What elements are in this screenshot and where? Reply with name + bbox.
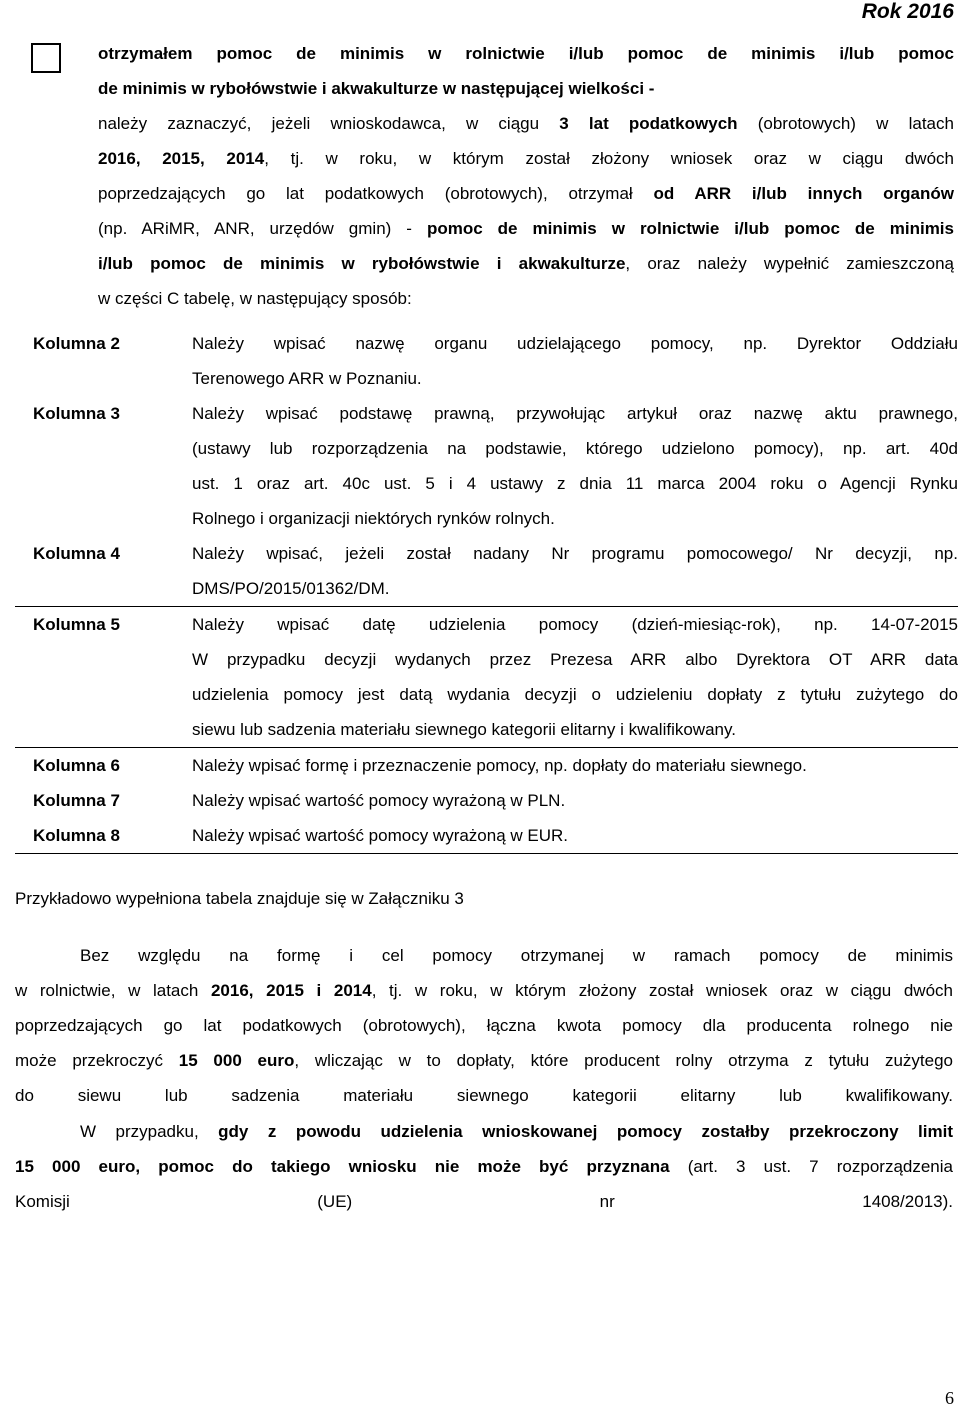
description-line: Należy wpisać wartość pomocy wyrażoną w PLN. (192, 791, 566, 810)
description-line: Należy wpisać wartość pomocy wyrażoną w EUR. (192, 826, 569, 845)
table-row (15, 607, 958, 748)
column-description (192, 818, 958, 854)
intro-line-5: poprzedzających go lat podatkowych (obrotowych), otrzymał od ARR i/lub innych organów (98, 184, 954, 203)
paragraph-line: Bez względu na formę i cel pomocy otrzymanej w ramach pomocy de minimis (80, 946, 953, 965)
declaration-checkbox[interactable] (31, 43, 61, 73)
table-row (15, 818, 958, 854)
description-line: siewu lub sadzenia materiału siewnego kategorii elitarny i kwalifikowany. (192, 720, 736, 739)
description-line: Należy wpisać podstawę prawną, przywołując artykuł oraz nazwę aktu prawnego, (192, 404, 958, 423)
description-line: Należy wpisać formę i przeznaczenie pomocy, np. dopłaty do materiału siewnego. (192, 756, 807, 775)
description-line: Należy wpisać, jeżeli został nadany Nr programu pomocowego/ Nr decyzji, np. (192, 544, 958, 563)
column-description (192, 396, 958, 536)
intro-line-3: należy zaznaczyć, jeżeli wnioskodawca, w ciągu 3 lat podatkowych (obrotowych) w latach (98, 114, 954, 133)
description-line: Należy wpisać datę udzielenia pomocy (dzień-miesiąc-rok), np. 14-07-2015 (192, 615, 958, 634)
column-description (192, 326, 958, 396)
limit-paragraph (15, 938, 953, 1113)
table-row (15, 396, 958, 536)
column-instructions-table (15, 326, 958, 854)
table-row (15, 783, 958, 818)
page-header-year: Rok 2016 (861, 0, 954, 23)
description-line: DMS/PO/2015/01362/DM. (192, 579, 390, 598)
description-line: (ustawy lub rozporządzenia na podstawie, którego udzielono pomocy), np. art. 40d (192, 439, 958, 458)
description-line: ust. 1 oraz art. 40c ust. 5 i 4 ustawy z dnia 11 marca 2004 roku o Agencji Rynku (192, 474, 958, 493)
intro-line-2: de minimis w rybołówstwie i akwakulturze w następującej wielkości - (98, 79, 655, 98)
description-line: Należy wpisać nazwę organu udzielającego pomocy, np. Dyrektor Oddziału (192, 334, 958, 353)
column-description (192, 783, 958, 818)
column-description (192, 607, 958, 748)
description-line: Rolnego i organizacji niektórych rynków rolnych. (192, 509, 555, 528)
page-number: 6 (945, 1388, 954, 1408)
column-key: Kolumna 2 (33, 334, 120, 353)
intro-line-1: otrzymałem pomoc de minimis w rolnictwie i/lub pomoc de minimis i/lub pomoc (98, 44, 954, 63)
table-row (15, 748, 958, 784)
exceeded-limit-paragraph (15, 1114, 953, 1219)
description-line: Terenowego ARR w Poznaniu. (192, 369, 422, 388)
column-key: Kolumna 3 (33, 404, 120, 423)
column-description (192, 536, 958, 607)
description-line: udzielenia pomocy jest datą wydania decyzji o udzieleniu dopłaty z tytułu zużytego do (192, 685, 958, 704)
column-key: Kolumna 6 (33, 756, 120, 775)
intro-line-4: 2016, 2015, 2014, tj. w roku, w którym został złożony wniosek oraz w ciągu dwóch (98, 149, 954, 168)
table-row (15, 536, 958, 607)
paragraph-line: w rolnictwie, w latach 2016, 2015 i 2014, tj. w roku, w którym złożony został wniosek oraz w ciągu dwóch (15, 981, 953, 1000)
intro-line-8: w części C tabelę, w następujący sposób: (98, 289, 412, 308)
paragraph-line: W przypadku, gdy z powodu udzielenia wnioskowanej pomocy zostałby przekroczony limit (80, 1122, 953, 1141)
paragraph-line: 15 000 euro, pomoc do takiego wniosku nie może być przyznana (art. 3 ust. 7 rozporządzenia (15, 1157, 953, 1176)
column-key: Kolumna 4 (15, 536, 192, 607)
paragraph-line: może przekroczyć 15 000 euro, wliczając w to dopłaty, które producent rolny otrzyma z tytułu zużytego (15, 1051, 954, 1070)
column-key: Kolumna 7 (33, 791, 120, 810)
intro-paragraph (98, 36, 954, 316)
column-description (192, 748, 958, 784)
intro-line-6: (np. ARiMR, ANR, urzędów gmin) - pomoc de minimis w rolnictwie i/lub pomoc de minimis (98, 219, 954, 238)
example-note: Przykładowo wypełniona tabela znajduje się w Załączniku 3 (15, 889, 464, 908)
intro-line-7: i/lub pomoc de minimis w rybołówstwie i akwakulturze, oraz należy wypełnić zamieszczoną (98, 254, 954, 273)
table-row (15, 326, 958, 396)
paragraph-line: poprzedzających go lat podatkowych (obrotowych), łączna kwota pomocy dla producenta rolnego nie (15, 1016, 953, 1035)
description-line: W przypadku decyzji wydanych przez Prezesa ARR albo Dyrektora OT ARR data (192, 650, 958, 669)
column-key: Kolumna 8 (15, 818, 192, 854)
paragraph-line: do siewu lub sadzenia materiału siewnego kategorii elitarny lub kwalifikowany. (15, 1086, 953, 1105)
column-key: Kolumna 5 (15, 607, 192, 748)
paragraph-line: Komisji (UE) nr 1408/2013). (15, 1192, 953, 1211)
